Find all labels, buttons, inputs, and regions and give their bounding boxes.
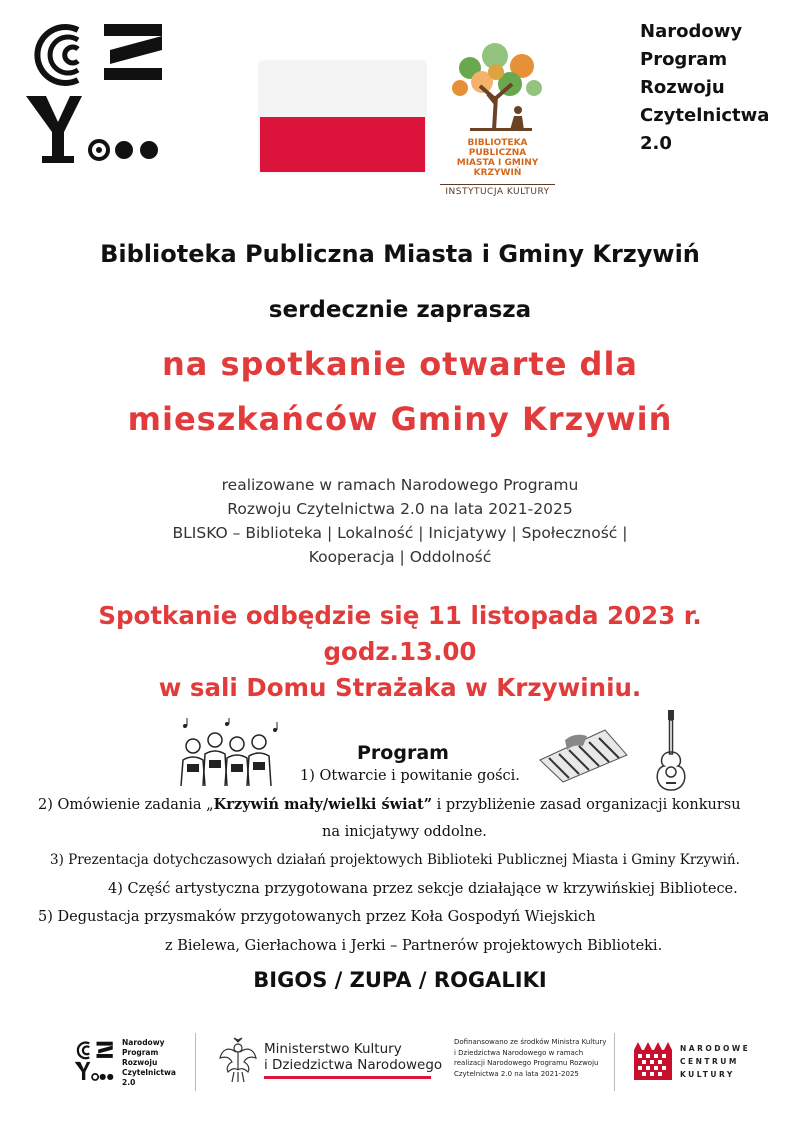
nck-line: NARODOWE [680,1044,751,1053]
nck-name [680,1042,750,1081]
ministry-line2: i Dziedzictwa Narodowego [264,1057,443,1073]
funding-note [454,1037,606,1079]
footer-divider [195,1033,196,1091]
program-item-5: 5) Degustacja przysmaków przygotowanych przez Koła Gospodyń Wiejskich [38,909,596,925]
library-logo [440,38,555,197]
library-logo-line2: MIASTA I GMINY KRZYWIŃ [456,158,539,178]
nprc-logo-small-icon [70,1040,118,1082]
footer-nprc-line: Narodowy [122,1038,165,1047]
program-item-3: 3) Prezentacja dotychczasowych działań projektowych Biblioteki Publicznej Miasta i Gminy Krzywiń. [50,852,740,868]
subtitle [0,473,800,569]
choir-icon [175,718,285,788]
subtitle-line: BLISKO – Biblioteka | Lokalność | Inicjatywy | Społeczność | [172,524,628,542]
ministry-line1: Ministerstwo Kultury [264,1041,402,1057]
library-logo-line1: BIBLIOTEKA PUBLICZNA [467,138,528,158]
footer-nprc-line: Czytelnictwa [122,1068,176,1077]
program-item-2-prefix: 2) Omówienie zadania „ [38,797,214,813]
event-date: Spotkanie odbędzie się 11 listopada 2023 r. [98,601,702,630]
choir-illustration [175,718,285,788]
guitar-illustration [650,710,692,792]
nck-line: KULTURY [680,1070,735,1079]
subtitle-line: realizowane w ramach Narodowego Programu [221,476,579,494]
polish-flag-icon [260,62,425,172]
ministry-eagle [218,1036,258,1084]
footer-nprc-line: Program [122,1048,159,1057]
title-line2: mieszkańców Gminy Krzywiń [127,400,673,438]
nprc-logo [20,18,170,168]
intro-line1: Biblioteka Publiczna Miasta i Gminy Krzywiń [100,240,700,268]
program-item-2-title: Krzywiń mały/wielki świat” [213,796,433,813]
program-name-line: Rozwoju [640,77,725,98]
piano-illustration [535,720,630,785]
nck-line: CENTRUM [680,1057,739,1066]
footer-nprc-line: 2.0 [122,1078,136,1087]
footer-divider [614,1033,615,1091]
nck-crown-icon [634,1040,672,1080]
program-item-4: 4) Część artystyczna przygotowana przez sekcje działające w krzywińskiej Bibliotece. [108,881,738,897]
footer-nprc-name [122,1038,176,1088]
ministry-red-line [264,1076,431,1079]
funding-line: i Dziedzictwa Narodowego w ramach [454,1048,584,1057]
subtitle-line: Kooperacja | Oddolność [308,548,492,566]
program-name-line: 2.0 [640,133,672,154]
program-item-2-cont: na inicjatywy oddolne. [322,824,487,840]
event-place: w sali Domu Strażaka w Krzywiniu. [158,673,642,702]
program-name-line: Czytelnictwa [640,105,770,126]
ministry-name [264,1041,442,1073]
guitar-icon [650,710,692,792]
nck-logo [634,1040,672,1080]
nprc-logo-icon [20,18,170,168]
eagle-icon [218,1036,258,1084]
event-info [0,598,800,706]
title-line1: na spotkanie otwarte dla [161,345,639,383]
event-time: godz.13.00 [323,637,477,666]
program-item-5-cont: z Bielewa, Gierłachowa i Jerki – Partnerów projektowych Biblioteki. [165,938,663,954]
intro-line2: serdecznie zaprasza [268,297,532,323]
program-name-line: Narodowy [640,21,743,42]
footer-nprc-line: Rozwoju [122,1058,158,1067]
footer-nprc-logo [70,1040,118,1082]
tree-reader-icon [440,38,555,134]
program-name-line: Program [640,49,728,70]
program-name [640,18,769,158]
funding-line: Dofinansowano ze środków Ministra Kultury [454,1038,607,1046]
program-heading: Program [357,742,449,764]
subtitle-line: Rozwoju Czytelnictwa 2.0 na lata 2021-2025 [227,500,573,518]
program-item-2-suffix: i przybliżenie zasad organizacji konkursu [432,797,741,813]
funding-line: realizacji Narodowego Programu Rozwoju [454,1059,599,1067]
program-item-1: 1) Otwarcie i powitanie gości. [300,768,520,784]
program-item-2 [38,796,741,813]
funding-line: Czytelnictwa 2.0 na lata 2021-2025 [454,1069,579,1078]
piano-keys-icon [535,720,630,785]
foods-line: BIGOS / ZUPA / ROGALIKI [253,968,547,992]
library-logo-line3: INSTYTUCJA KULTURY [440,184,555,197]
